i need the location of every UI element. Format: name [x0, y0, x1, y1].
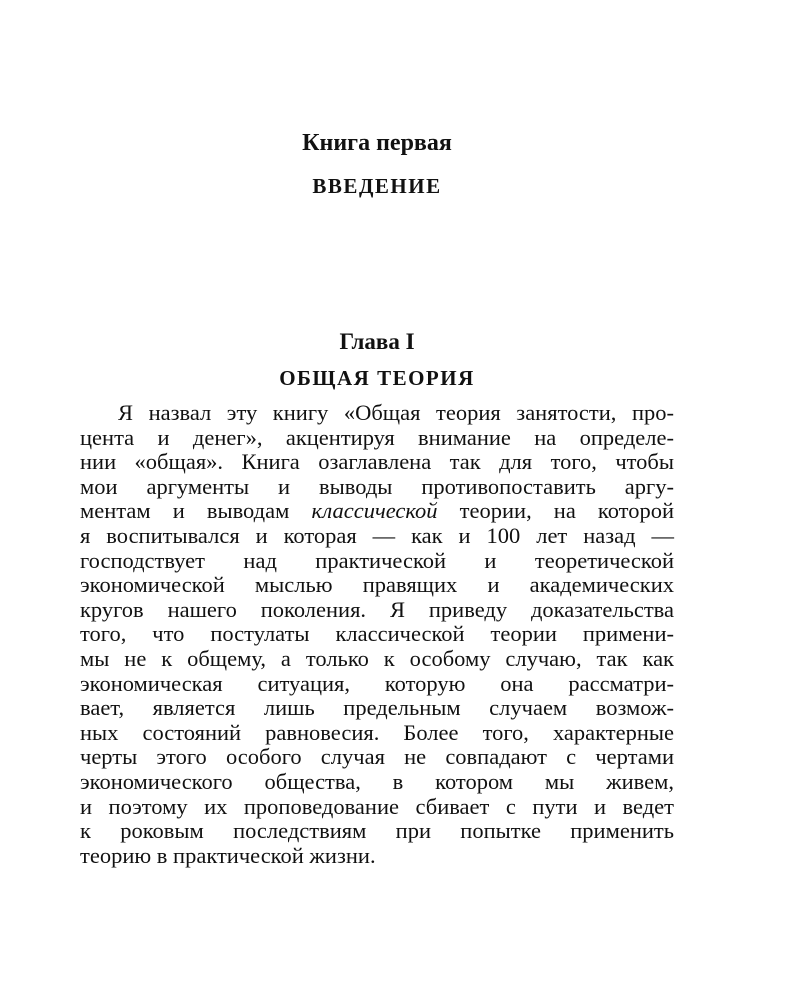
paragraph-line [80, 499, 674, 524]
paragraph-text: ментам и выводам [80, 498, 312, 524]
paragraph-line: Я назвал эту книгу «Общая теория занятости, про- [118, 400, 674, 425]
paragraph-line: мы не к общему, а только к особому случаю, так как [80, 645, 674, 671]
paragraph-line: я воспитывался и которая — как и 100 лет назад — [80, 522, 674, 548]
paragraph-line: экономическая ситуация, которую она рассматри- [80, 670, 674, 696]
paragraph-line: господствует над практической и теоретической [80, 547, 674, 573]
chapter-number: Глава I [339, 329, 415, 354]
paragraph-line: цента и денег», акцентируя внимание на определе- [80, 424, 674, 450]
chapter-paragraph [80, 401, 674, 868]
paragraph-text: теории, на которой [437, 498, 674, 524]
chapter-title: ОБЩАЯ ТЕОРИЯ [279, 366, 475, 390]
paragraph-line: и поэтому их проповедование сбивает с пути и ведет [80, 793, 674, 819]
paragraph-line: черты этого особого случая не совпадают с чертами [80, 744, 674, 770]
paragraph-line: к роковым последствиям при попытке применить [80, 818, 674, 844]
paragraph-line: экономической мыслью правящих и академических [80, 572, 674, 598]
paragraph-line: теорию в практической жизни. [80, 842, 376, 868]
book-part-title: Книга первая [302, 130, 452, 156]
emphasized-term: классической [311, 498, 438, 524]
paragraph-line: ных состояний равновесия. Более того, характерные [80, 719, 674, 745]
paragraph-line: вает, является лишь предельным случаем возмож- [80, 695, 674, 721]
paragraph-line: мои аргументы и выводы противопоставить аргу- [80, 473, 674, 499]
paragraph-line: нии «общая». Книга озаглавлена так для того, чтобы [80, 449, 674, 475]
paragraph-line: экономического общества, в котором мы живем, [80, 768, 674, 794]
book-part-subtitle: ВВЕДЕНИЕ [312, 174, 442, 198]
paragraph-line: того, что постулаты классической теории примени- [80, 621, 674, 647]
paragraph-line: кругов нашего поколения. Я приведу доказательства [80, 596, 674, 622]
